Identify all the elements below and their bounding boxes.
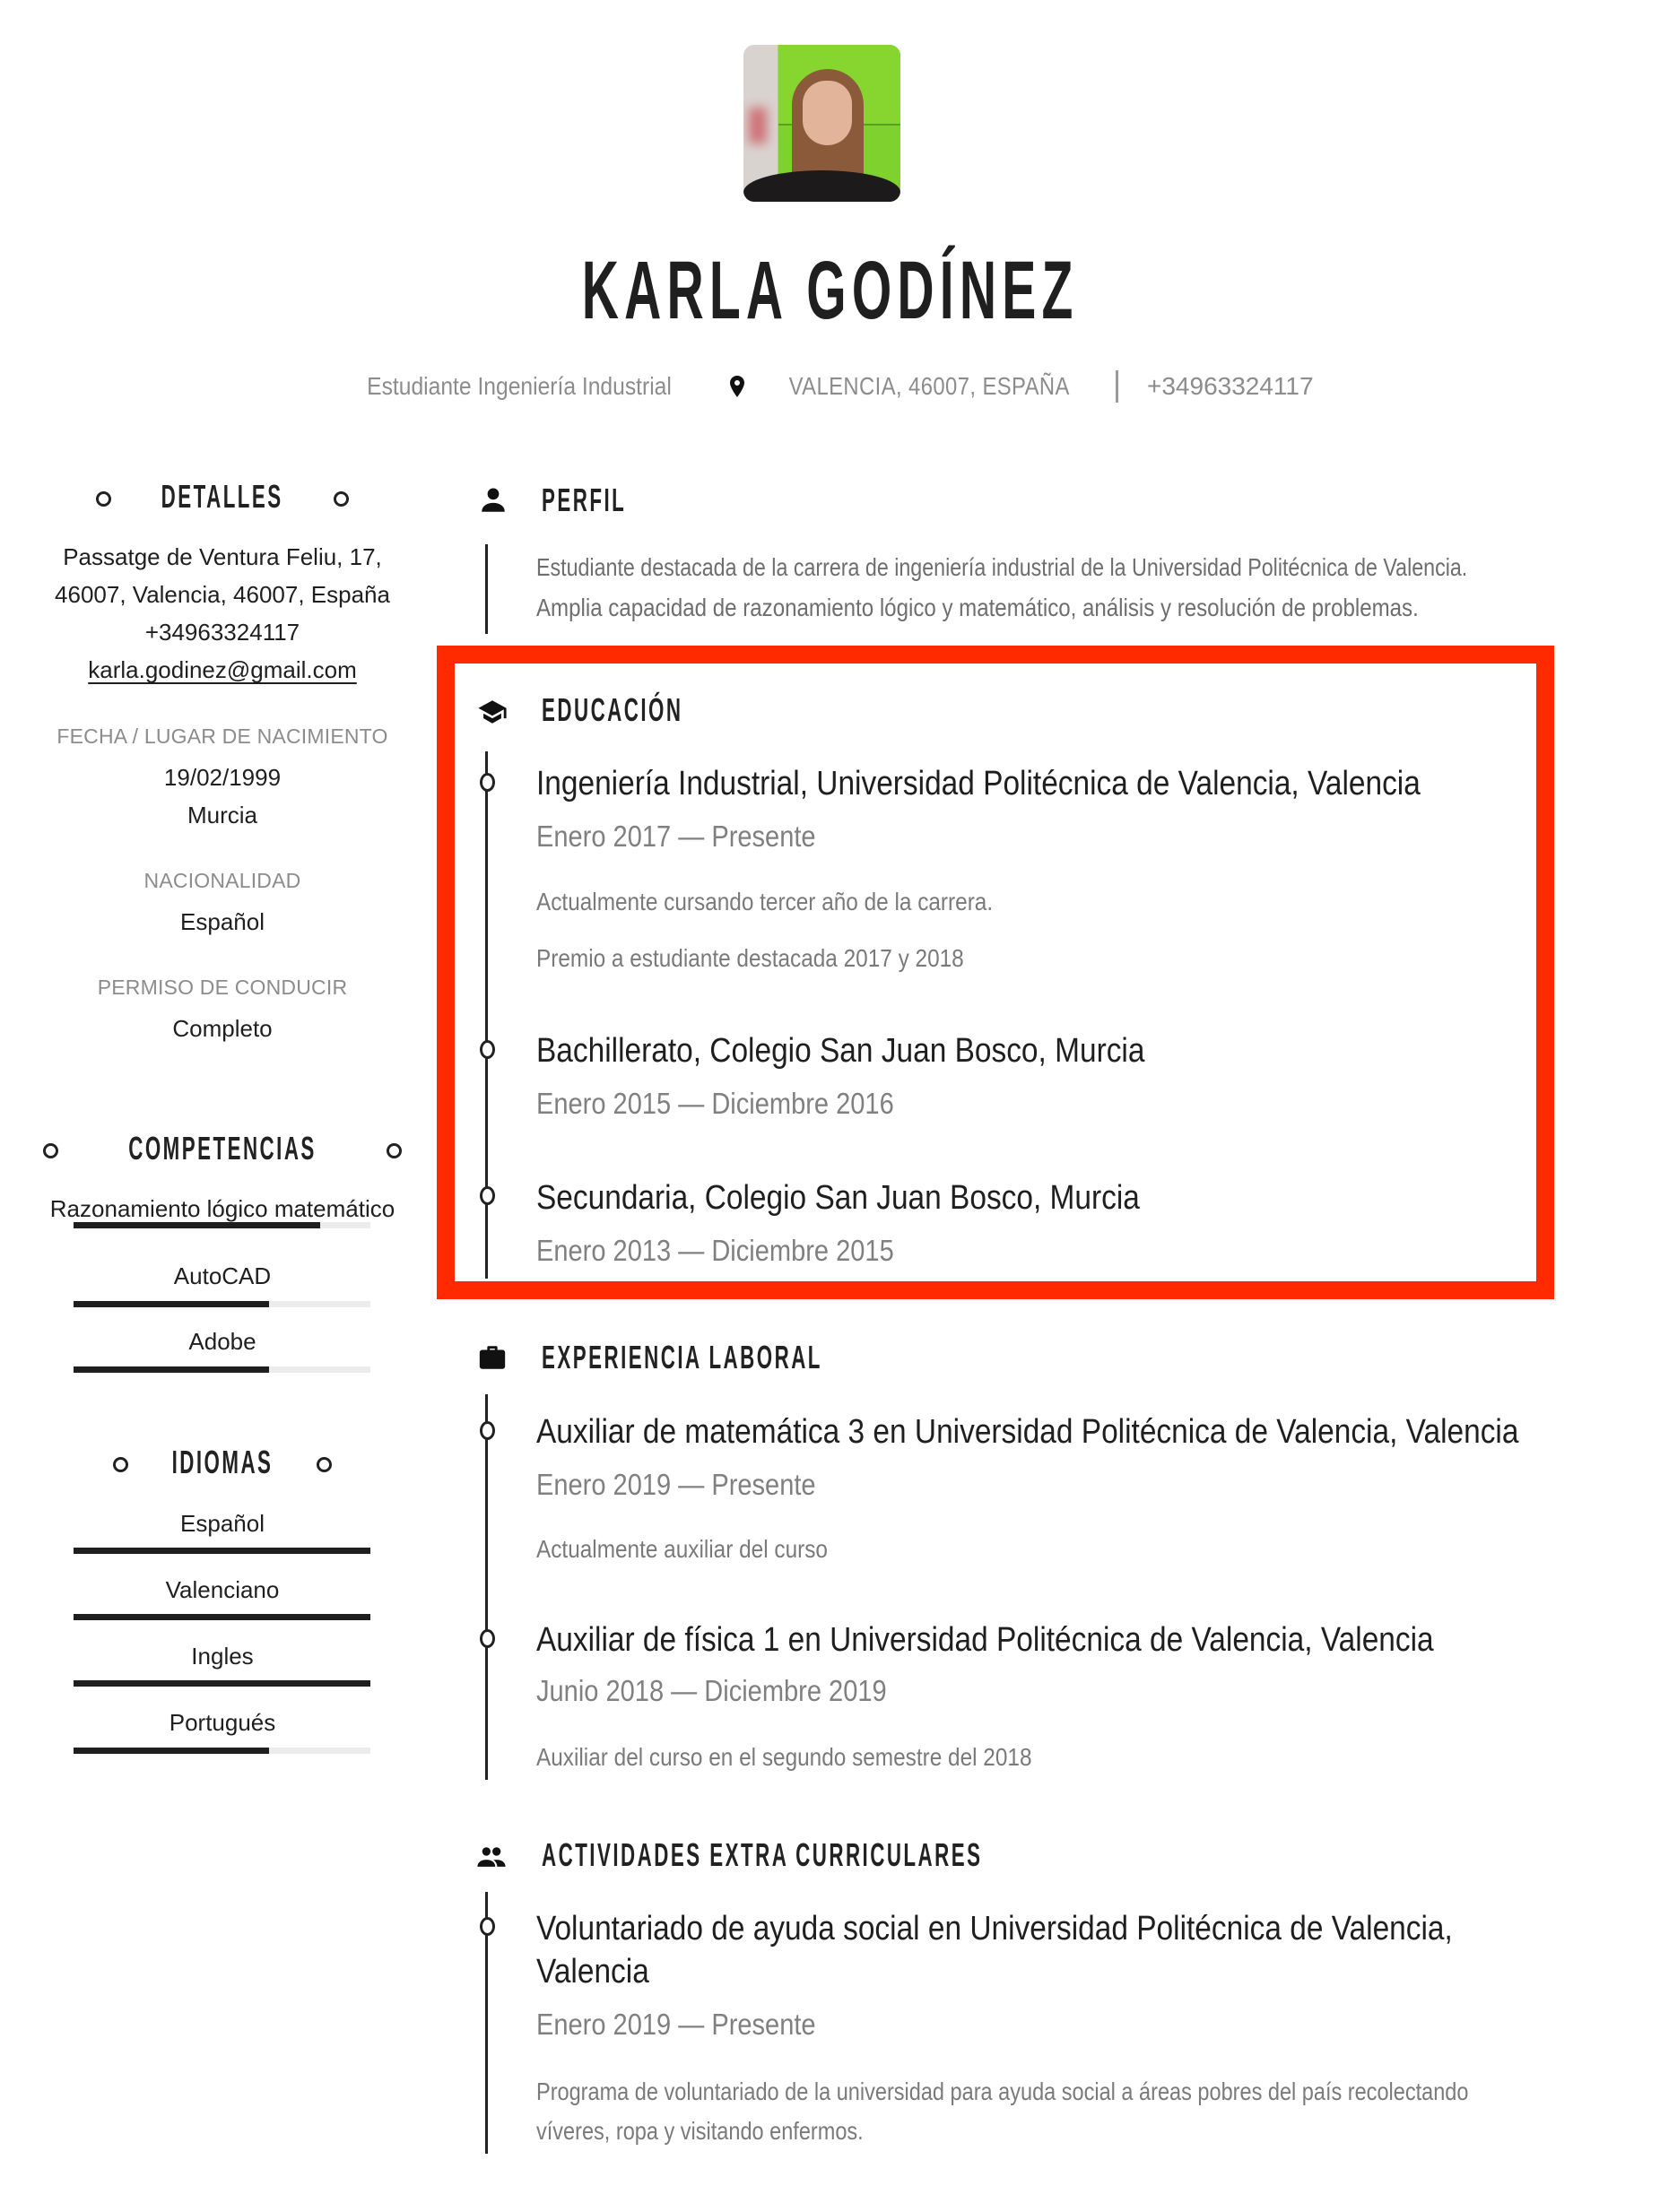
- skill-bar: [74, 1222, 370, 1228]
- nationality-value: Español: [180, 908, 265, 935]
- education-entry-desc: Premio a estudiante destacada 2017 y 2018: [536, 944, 964, 972]
- skill-bar: [74, 1301, 370, 1307]
- education-entry-dates: Enero 2013 — Diciembre 2015: [536, 1234, 894, 1267]
- activity-entry-title: Voluntariado de ayuda social en Universidad Politécnica de Valencia,: [536, 1910, 1453, 1947]
- timeline-marker: [480, 1917, 495, 1936]
- profile-text-line-2: Amplia capacidad de razonamiento lógico y matemático, análisis y resolución de problemas.: [536, 594, 1419, 621]
- activity-entry-dates: Enero 2019 — Presente: [536, 2008, 816, 2041]
- profile-text-line-1: Estudiante destacada de la carrera de ingeniería industrial de la Universidad Politécnica de Valencia.: [536, 553, 1468, 581]
- header-subtitle-row: [0, 370, 1660, 403]
- nationality-label: NACIONALIDAD: [143, 869, 301, 892]
- education-entry-desc: Actualmente cursando tercer año de la carrera.: [536, 888, 994, 915]
- timeline-marker: [480, 1186, 495, 1205]
- ring-icon: [334, 491, 349, 507]
- location-text: VALENCIA, 46007, ESPAÑA: [788, 372, 1070, 400]
- birth-label: FECHA / LUGAR DE NACIMIENTO: [56, 724, 388, 748]
- education-entry-title: Ingeniería Industrial, Universidad Politécnica de Valencia, Valencia: [536, 765, 1421, 802]
- education-entry-dates: Enero 2017 — Presente: [536, 820, 816, 853]
- language-bar: [74, 1748, 370, 1754]
- experience-heading: EXPERIENCIA LABORAL: [542, 1339, 822, 1375]
- job-title: Estudiante Ingeniería Industrial: [367, 372, 673, 400]
- skill-bar: [74, 1366, 370, 1373]
- profile-heading: PERFIL: [542, 481, 627, 518]
- ring-icon: [43, 1143, 58, 1158]
- sidebar-phone: +34963324117: [144, 619, 300, 646]
- timeline-marker: [480, 1629, 495, 1648]
- ring-icon: [113, 1457, 128, 1472]
- education-entry-dates: Enero 2015 — Diciembre 2016: [536, 1087, 894, 1120]
- language-label: Valenciano: [165, 1576, 280, 1603]
- address-line-2: 46007, Valencia, 46007, España: [55, 581, 390, 608]
- candidate-name: KARLA GODÍNEZ: [581, 245, 1079, 336]
- timeline-line: [485, 544, 488, 634]
- activity-entry-title-cont: Valencia: [536, 1953, 649, 1991]
- activities-heading: ACTIVIDADES EXTRA CURRICULARES: [542, 1836, 983, 1873]
- skills-heading: COMPETENCIAS: [36, 1130, 409, 1167]
- divider: [1116, 370, 1118, 403]
- language-bar: [74, 1614, 370, 1620]
- graduation-cap-icon: [477, 697, 508, 727]
- education-entry-title: Bachillerato, Colegio San Juan Bosco, Murcia: [536, 1032, 1145, 1070]
- ring-icon: [96, 491, 111, 507]
- license-value: Completo: [172, 1015, 273, 1042]
- activity-entry-desc: víveres, ropa y visitando enfermos.: [536, 2117, 864, 2145]
- timeline-line: [485, 1394, 488, 1780]
- header-phone: +34963324117: [1147, 372, 1314, 400]
- language-label: Ingles: [191, 1643, 254, 1670]
- experience-entry-dates: Junio 2018 — Diciembre 2019: [536, 1674, 887, 1707]
- person-icon: [478, 485, 508, 516]
- experience-entry-title: Auxiliar de física 1 en Universidad Politécnica de Valencia, Valencia: [536, 1621, 1434, 1659]
- timeline-marker: [480, 1421, 495, 1440]
- timeline-marker: [480, 773, 495, 792]
- skill-label: AutoCAD: [173, 1262, 272, 1289]
- activity-entry-desc: Programa de voluntariado de la universidad para ayuda social a áreas pobres del país recolectando: [536, 2078, 1469, 2105]
- language-label: Portugués: [169, 1709, 276, 1736]
- education-heading: EDUCACIÓN: [542, 691, 683, 728]
- skill-label: Razonamiento lógico matemático: [49, 1195, 395, 1222]
- timeline-marker: [480, 1040, 495, 1059]
- profile-photo: [743, 45, 900, 202]
- location-pin-icon: [730, 376, 744, 397]
- language-bar: [74, 1680, 370, 1687]
- languages-heading: IDIOMAS: [36, 1444, 409, 1481]
- language-bar: [74, 1548, 370, 1554]
- birth-date: 19/02/1999: [163, 764, 282, 791]
- people-icon: [476, 1843, 507, 1873]
- language-label: Español: [180, 1510, 265, 1537]
- experience-entry-desc: Actualmente auxiliar del curso: [536, 1535, 828, 1563]
- details-heading: DETALLES: [36, 478, 409, 516]
- briefcase-icon: [477, 1342, 508, 1373]
- email-link[interactable]: karla.godinez@gmail.com: [88, 656, 357, 683]
- education-entry-title: Secundaria, Colegio San Juan Bosco, Murcia: [536, 1179, 1140, 1217]
- skill-label: Adobe: [188, 1328, 256, 1355]
- address-line-1: Passatge de Ventura Feliu, 17,: [63, 543, 382, 570]
- license-label: PERMISO DE CONDUCIR: [97, 976, 348, 999]
- birth-place: Murcia: [187, 802, 257, 828]
- experience-entry-desc: Auxiliar del curso en el segundo semestre del 2018: [536, 1743, 1032, 1771]
- ring-icon: [387, 1143, 402, 1158]
- experience-entry-dates: Enero 2019 — Presente: [536, 1468, 816, 1501]
- experience-entry-title: Auxiliar de matemática 3 en Universidad Politécnica de Valencia, Valencia: [536, 1413, 1519, 1451]
- ring-icon: [317, 1457, 332, 1472]
